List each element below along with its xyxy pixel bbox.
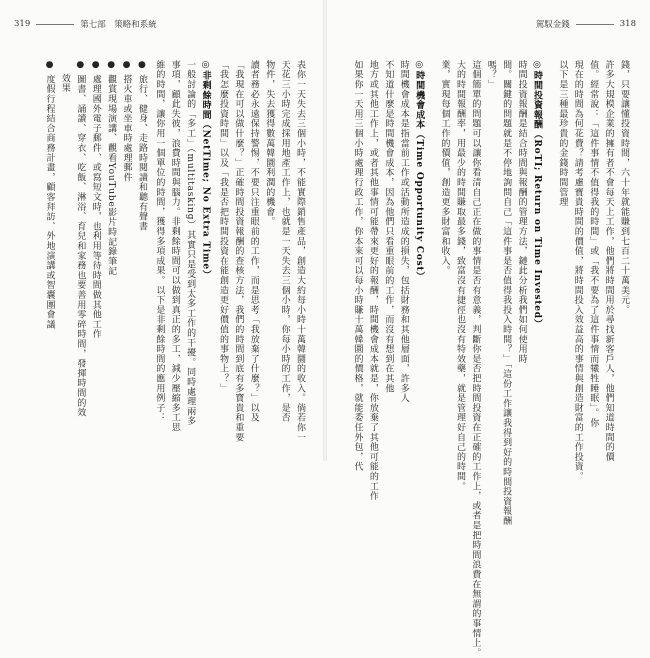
text-column: ● 旅行、健身、走路時閱讀和聽有聲書: [136, 60, 147, 232]
text-column: 時間投資報酬是結合時間與報酬的管理方法，鏈此分析我們如何使用時: [516, 60, 527, 364]
right-page-number: 318: [619, 19, 636, 29]
left-page-body: [44, 60, 306, 445]
text-column: 這個簡單的問題可以讓你看清自己正在做的事情是否有意義，判斷你是否把時間投資在正確的工作上，或者是把時間浪費在無謂的事情上。: [470, 60, 481, 658]
left-page-number: 319: [14, 19, 31, 29]
text-column: 錢，只要讓懂投資時間，六十年就能賺到七百二十萬美元。: [619, 60, 629, 315]
right-page-body: [340, 60, 630, 658]
text-column: 不知道什麼是時間機會成本，因為他們只看重眼前的工作，而沒有想到在其他: [383, 60, 394, 394]
header-rule: [36, 24, 74, 25]
text-column: 間。關鍵的問題就是不停地詢問自己「這件事是否值得我投入時間？」「這份工作讓我得到好的時間投資報酬: [501, 60, 512, 526]
text-column: 如果你一天用三個小時處理行政工作，你本來可以每小時賺十萬韓圜的價格，就能委任外包，代: [352, 60, 363, 472]
text-column: ● 搭火車或坐車時處理郵件: [121, 60, 132, 183]
text-column: 維的時間，讓你用一個單位的時間，獲得多項成果。以下是非剩餘時間的應用例子：: [154, 60, 165, 423]
text-column: 效果: [59, 60, 70, 94]
section-heading: ◎時間投資報酬（RoTI; Return on Time Invested）: [531, 60, 542, 329]
text-column: ● 處理國外電子郵件、或寫短文時，也利用等待時間做其他工作: [90, 60, 101, 340]
text-column: 表你一天失去三個小時，不能實際銷售產品，創造大約每小時十萬韓圜的收入。倘若你一: [295, 60, 305, 443]
paragraph-gap: [545, 60, 553, 445]
section-heading: ◎時間機會成本（Time Opportunity Cost）: [414, 60, 425, 282]
right-running-head: [536, 18, 636, 30]
text-column: 值。經常說：「這件事情不值得我的時間」或「我不要為了這件事情而犧牲睡眠」。你: [588, 60, 599, 428]
text-column: 時間機會成本是指當前工作或活動所造成的損失，包括財務和其他層面，許多人: [398, 60, 409, 403]
right-running-title: 駕馭金錢: [535, 20, 570, 30]
text-column: 「我怎麼投資時間」以及「我是否把時間投資在能創造更好價值的事物上？」: [217, 60, 228, 394]
text-column: 事項，顧此失彼，浪費時間與腦力。非剩餘時間可以做到真正的多工，減少壓縮多工思: [169, 60, 180, 433]
text-column: ● 觀賞現場演講、觀看YouTube影片時記錄筆記: [106, 60, 117, 277]
text-column: 業，實現每個工作的價值，創造更多財富和收入。: [439, 60, 450, 276]
text-column: 現在的時間為何花費？請考慮寶貴時間的價值，將時間投入效益高的事情與創造財富的工作投資。: [572, 60, 583, 482]
text-column: 大的時間報酬率，用最少的時間賺取最多錢，致富沒有捷徑也沒有特效藥，就是管理好自己的時間。: [454, 60, 465, 492]
text-column: 許多大規模企業的擁有者不會每天上工作，他們將時間用於尋找新客戶人，他們知道時間的價: [603, 60, 614, 462]
header-rule: [576, 24, 614, 25]
book-gutter: [323, 0, 327, 461]
text-column: 天花三小時完成採用地產工作上，也就是一天失去三個小時，你每小時的工作，是否: [279, 60, 290, 423]
text-column: 「我現在可以做什麼？」正確時間投資報酬的查核方法，我們的時間到底有多寶貴和重要: [233, 60, 244, 443]
text-column: 物件，失去獲得數萬韓圜利潤的機會。: [264, 60, 275, 227]
left-running-head: [14, 18, 157, 30]
text-column: 嗎？」: [485, 60, 496, 90]
text-column: ● 圖書、誦讀、穿衣、吃飯、淋浴、育兒和家務也要善用零碎時間，發揮時間的效: [75, 60, 86, 418]
text-column: ● 度假行程結合商務計畫，顧客拜訪、外地演講或智囊團會議: [44, 60, 55, 330]
text-column: 一般討論的「多工」（multitasking）其實只是受到太多工作的干擾。同時處理兩多: [185, 60, 196, 427]
text-column: 讀者務必永遠保持警惕，不要只注重眼前的工作，而是思考「我放棄了什麼？」以及: [248, 60, 259, 423]
section-heading: ◎非剩餘時間（NetTime; No Extra Time）: [200, 60, 211, 280]
left-chapter-title: 第七部 策略和系統: [80, 20, 157, 30]
text-column: 以下是三種最珍貴的金錢時間管理: [557, 60, 568, 207]
paragraph-gap: [427, 60, 435, 445]
text-column: 地方或其他工作上，或者其他事情可能帶來更好的報酬，時間機會成本就是，你放棄了其他可能的工作: [367, 60, 378, 501]
